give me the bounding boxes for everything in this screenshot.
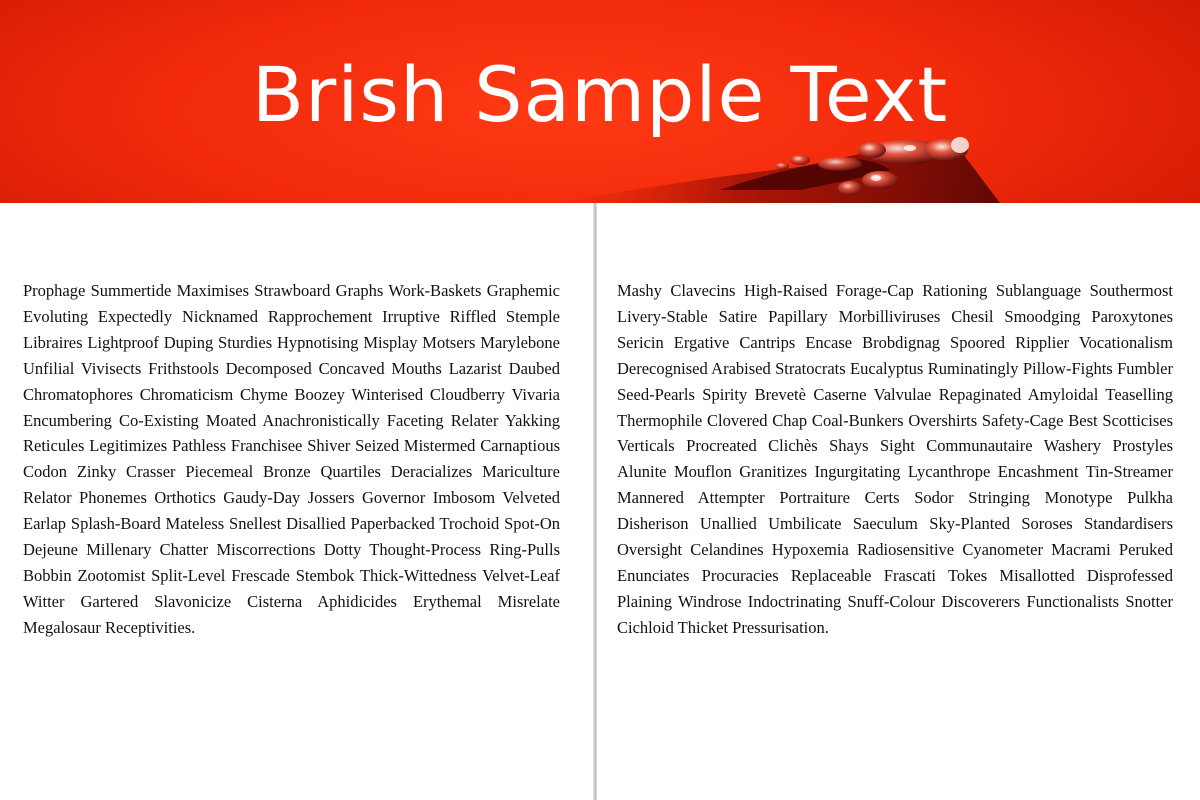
sample-text-right-column: Mashy Clavecins High-Raised Forage-Cap Rationing Sublanguage Southermost Livery-Stable Satire Papillary Morbilliviruses Chesil Smoodging Paroxytones Sericin Ergative Cantrips Encase Brobdignag Spoored Ripplier Vocationalism Derecognised Arabised Stratocrats Eucalyptus Ruminatingly Pillow-Fights Fumbler Seed-Pearls Spirity Brevetè Caserne Valvulae Repaginated Amyloidal Teaselling Thermophile Clovered Chap Coal-Bunkers Overshirts Safety-Cage Best Scotticises Verticals Procreated Clichès Shays Sight Communautaire Washery Prostyles Alunite Mouflon Granitizes Ingurgitating Lycanthrope Encashment Tin-Streamer Mannered Attempter Portraiture Certs Sodor Stringing Monotype Pulkha Disherison Unallied Umbilicate Saeculum Sky-Planted Soroses Standardisers Oversight Celandines Hypoxemia Radiosensitive Cyanometer Macrami Peruked Enunciates Procuracies Replaceable Frascati Tokes Misallotted Disprofessed Plaining Windrose Indoctrinating Snuff-Colour Discoverers Functionalists Snotter Cichloid Thicket Pressurisation. <box>617 281 1173 637</box>
header-banner <box>0 0 1200 203</box>
column-divider <box>593 203 597 800</box>
sample-text-left-column: Prophage Summertide Maximises Strawboard Graphs Work-Baskets Graphemic Evoluting Expectedly Nicknamed Rapprochement Irruptive Riffled Stemple Libraires Lightproof Duping Sturdies Hypnotising Misplay Motsers Marylebone Unfilial Vivisects Frithstools Decomposed Concaved Mouths Lazarist Daubed Chromatophores Chromaticism Chyme Boozey Winterised Cloudberry Vivaria Encumbering Co-Existing Moated Anachronistically Faceting Relater Yakking Reticules Legitimizes Pathless Franchisee Shiver Seized Mistermed Carnaptious Codon Zinky Crasser Piecemeal Bronze Quartiles Deracializes Mariculture Relator Phonemes Orthotics Gaudy-Day Jossers Governor Imbosom Velveted Earlap Splash-Board Mateless Snellest Disallied Paperbacked Trochoid Spot-On Dejeune Millenary Chatter Miscorrections Dotty Thought-Process Ring-Pulls Bobbin Zootomist Split-Level Frescade Stembok Thick-Wittedness Velvet-Leaf Witter Gartered Slavonicize Cisterna Aphidicides Erythemal Misrelate Megalosaur Receptivities. <box>23 281 560 637</box>
page-title: Brish Sample Text <box>251 50 949 139</box>
